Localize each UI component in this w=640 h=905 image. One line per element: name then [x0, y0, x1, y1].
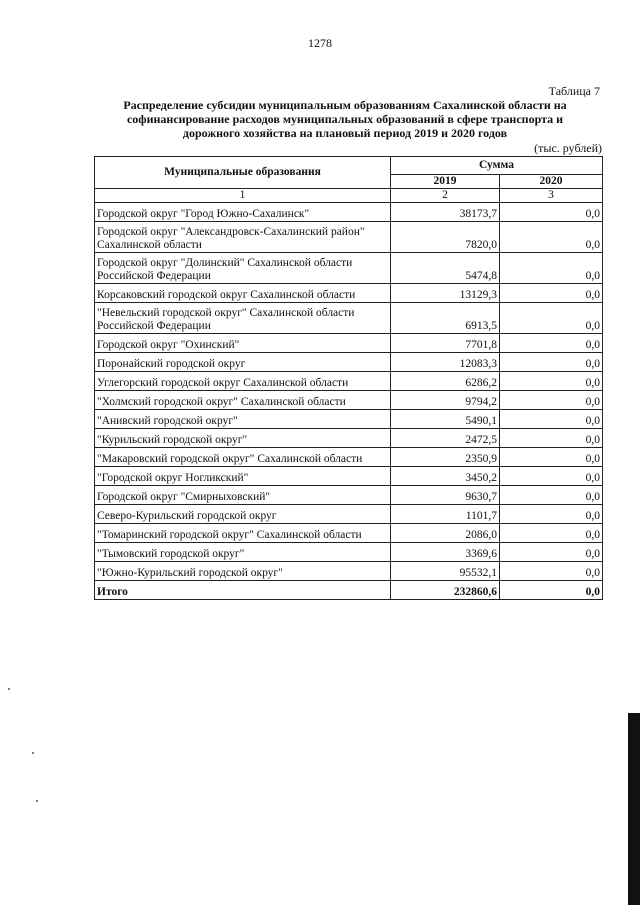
table-row: [95, 429, 603, 448]
amount-2020: 0,0: [500, 334, 603, 353]
header-year-2019: 2019: [391, 175, 500, 189]
municipality-name: [95, 284, 391, 303]
header-year-2020: 2020: [500, 175, 603, 189]
municipality-name-line: "Макаровский городской округ" Сахалинской области: [97, 453, 363, 465]
municipality-name: [95, 334, 391, 353]
document-title: [90, 98, 600, 140]
amount-2019: 95532,1: [391, 562, 500, 581]
municipality-name: [95, 372, 391, 391]
table-row: [95, 303, 603, 334]
amount-2019: 6913,5: [391, 303, 500, 334]
municipality-name: [95, 524, 391, 543]
amount-2019: 38173,7: [391, 203, 500, 222]
title-line: Распределение субсидии муниципальным образованиям Сахалинской области на: [123, 98, 567, 112]
table-row: [95, 391, 603, 410]
table-body: [95, 189, 603, 600]
amount-2020: 0,0: [500, 524, 603, 543]
amount-2020: 0,0: [500, 222, 603, 253]
table-row: [95, 410, 603, 429]
amount-2019: 2350,9: [391, 448, 500, 467]
municipality-name-line: Корсаковский городской округ Сахалинской области: [97, 289, 356, 301]
amount-2019: 3450,2: [391, 467, 500, 486]
amount-2019: 9630,7: [391, 486, 500, 505]
page-number: 1278: [308, 36, 332, 50]
amount-2019: 1101,7: [391, 505, 500, 524]
municipality-name-line: Российской Федерации: [97, 320, 211, 332]
table-row: [95, 543, 603, 562]
amount-2020: 0,0: [500, 372, 603, 391]
amount-2019: 5474,8: [391, 253, 500, 284]
amount-2020: 0,0: [500, 353, 603, 372]
municipality-name: [95, 391, 391, 410]
municipality-name-line: Поронайский городской округ: [97, 358, 246, 370]
amount-2019: 7820,0: [391, 222, 500, 253]
amount-2019: 6286,2: [391, 372, 500, 391]
table-row: [95, 334, 603, 353]
municipality-name: [95, 303, 391, 334]
municipality-name: [95, 505, 391, 524]
municipality-name-line: Сахалинской области: [97, 239, 202, 251]
table-row: [95, 448, 603, 467]
municipality-name-line: Городской округ "Смирныховский": [97, 491, 271, 503]
header-sum: Сумма: [391, 157, 603, 175]
amount-2020: 0,0: [500, 203, 603, 222]
units-label: (тыс. рублей): [534, 141, 602, 155]
amount-2019: 2472,5: [391, 429, 500, 448]
table-row: [95, 524, 603, 543]
municipality-name: [95, 429, 391, 448]
amount-2020: 0,0: [500, 486, 603, 505]
table-row: [95, 353, 603, 372]
amount-2020: 0,0: [500, 410, 603, 429]
municipality-name: [95, 486, 391, 505]
amount-2020: 0,0: [500, 505, 603, 524]
municipality-name: [95, 253, 391, 284]
table-label: Таблица 7: [548, 84, 600, 98]
total-2020: 0,0: [500, 581, 603, 600]
amount-2019: 9794,2: [391, 391, 500, 410]
municipality-name: [95, 543, 391, 562]
municipality-name-line: "Холмский городской округ" Сахалинской области: [97, 396, 346, 408]
column-number: 2: [391, 189, 500, 203]
municipality-name: [95, 410, 391, 429]
amount-2020: 0,0: [500, 429, 603, 448]
municipality-name-line: "Томаринский городской округ" Сахалинской области: [97, 529, 362, 541]
scan-speck: [8, 688, 10, 690]
amount-2020: 0,0: [500, 391, 603, 410]
municipality-name-line: Городской округ "Охинский": [97, 339, 240, 351]
table-row: [95, 562, 603, 581]
municipality-name-line: Городской округ "Долинский" Сахалинской области: [97, 257, 353, 269]
table-row: [95, 467, 603, 486]
title-line: софинансирование расходов муниципальных образований в сфере транспорта и: [126, 112, 564, 126]
amount-2019: 3369,6: [391, 543, 500, 562]
table-row: [95, 486, 603, 505]
municipality-name-line: Российской Федерации: [97, 270, 211, 282]
municipality-name-line: "Невельский городской округ" Сахалинской области: [97, 307, 355, 319]
amount-2019: 12083,3: [391, 353, 500, 372]
municipality-name-line: Городской округ "Город Южно-Сахалинск": [97, 208, 310, 220]
scan-speck: [32, 752, 34, 754]
municipality-name-line: Северо-Курильский городской округ: [97, 510, 277, 522]
municipality-name: [95, 353, 391, 372]
column-number-row: [95, 189, 603, 203]
amount-2019: 5490,1: [391, 410, 500, 429]
title-line: дорожного хозяйства на плановый период 2019 и 2020 годов: [182, 126, 508, 140]
table-row: [95, 505, 603, 524]
header-municipalities: Муниципальные образования: [95, 157, 391, 189]
table-row: [95, 284, 603, 303]
scan-speck: [36, 800, 38, 802]
total-2019: 232860,6: [391, 581, 500, 600]
municipality-name: [95, 562, 391, 581]
subsidy-table: [94, 156, 603, 600]
amount-2020: 0,0: [500, 284, 603, 303]
amount-2020: 0,0: [500, 543, 603, 562]
table-row: [95, 253, 603, 284]
table-row: [95, 203, 603, 222]
amount-2019: 13129,3: [391, 284, 500, 303]
amount-2020: 0,0: [500, 253, 603, 284]
municipality-name: [95, 448, 391, 467]
scan-edge-mark: [628, 713, 640, 905]
amount-2020: 0,0: [500, 467, 603, 486]
amount-2020: 0,0: [500, 562, 603, 581]
municipality-name-line: "Южно-Курильский городской округ": [97, 567, 283, 579]
municipality-name: [95, 203, 391, 222]
amount-2019: 7701,8: [391, 334, 500, 353]
municipality-name-line: "Анивский городской округ": [97, 415, 238, 427]
municipality-name-line: "Городской округ Ногликский": [97, 472, 249, 484]
municipality-name-line: "Тымовский городской округ": [97, 548, 245, 560]
amount-2020: 0,0: [500, 448, 603, 467]
amount-2020: 0,0: [500, 303, 603, 334]
municipality-name-line: "Курильский городской округ": [97, 434, 248, 446]
municipality-name-line: Городской округ "Александровск-Сахалинский район": [97, 226, 365, 238]
amount-2019: 2086,0: [391, 524, 500, 543]
municipality-name: [95, 467, 391, 486]
municipality-name: [95, 222, 391, 253]
table-row: [95, 222, 603, 253]
total-label: Итого: [95, 581, 391, 600]
total-row: [95, 581, 603, 600]
column-number: 3: [500, 189, 603, 203]
municipality-name-line: Углегорский городской округ Сахалинской области: [97, 377, 349, 389]
table-row: [95, 372, 603, 391]
column-number: 1: [95, 189, 391, 203]
